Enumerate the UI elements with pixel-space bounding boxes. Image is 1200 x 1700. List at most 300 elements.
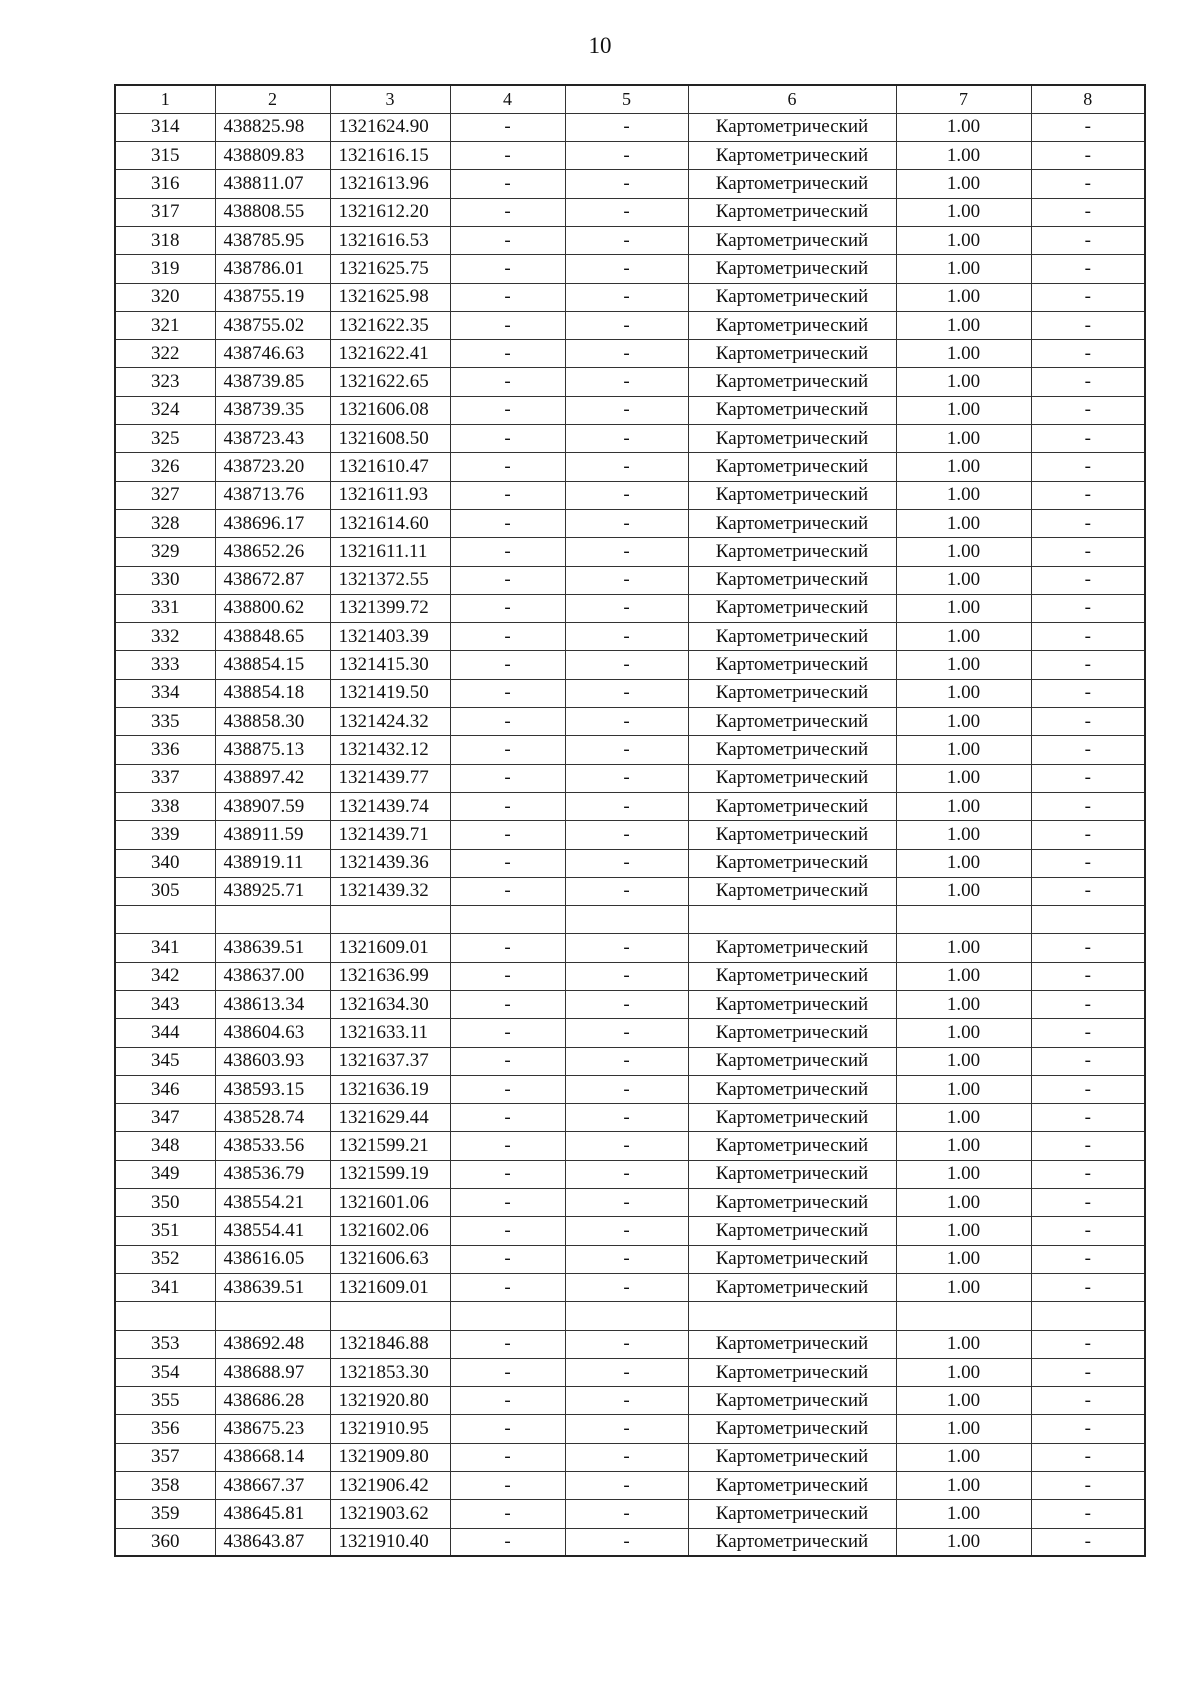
y-coordinate-cell: 1321602.06 <box>330 1217 450 1245</box>
y-coordinate-cell: 1321637.37 <box>330 1047 450 1075</box>
col8-cell: - <box>1031 255 1145 283</box>
table-row <box>115 764 1145 792</box>
method-cell: Картометрический <box>688 566 896 594</box>
point-number-cell: 350 <box>115 1189 215 1217</box>
x-coordinate-cell: 438739.85 <box>215 368 330 396</box>
x-coordinate-cell: 438696.17 <box>215 509 330 537</box>
table-row <box>115 1189 1145 1217</box>
table-row <box>115 1019 1145 1047</box>
x-coordinate-cell: 438825.98 <box>215 113 330 141</box>
method-cell: Картометрический <box>688 1132 896 1160</box>
method-cell: Картометрический <box>688 821 896 849</box>
x-coordinate-cell: 438854.15 <box>215 651 330 679</box>
accuracy-cell: 1.00 <box>896 1330 1031 1358</box>
col8-cell: - <box>1031 340 1145 368</box>
method-cell: Картометрический <box>688 764 896 792</box>
col5-cell: - <box>565 566 688 594</box>
accuracy-cell <box>896 1302 1031 1330</box>
y-coordinate-cell <box>330 906 450 934</box>
col8-cell: - <box>1031 142 1145 170</box>
point-number-cell: 327 <box>115 481 215 509</box>
page-number: 10 <box>588 33 612 58</box>
y-coordinate-cell: 1321636.19 <box>330 1075 450 1103</box>
y-coordinate-cell: 1321920.80 <box>330 1387 450 1415</box>
col4-cell <box>450 1302 565 1330</box>
method-cell: Картометрический <box>688 934 896 962</box>
col4-cell: - <box>450 509 565 537</box>
accuracy-cell: 1.00 <box>896 1160 1031 1188</box>
method-cell <box>688 1302 896 1330</box>
accuracy-cell: 1.00 <box>896 481 1031 509</box>
x-coordinate-cell: 438854.18 <box>215 679 330 707</box>
col4-cell: - <box>450 453 565 481</box>
table-row <box>115 283 1145 311</box>
col8-cell: - <box>1031 764 1145 792</box>
col8-cell: - <box>1031 1330 1145 1358</box>
col8-cell: - <box>1031 991 1145 1019</box>
col8-cell: - <box>1031 509 1145 537</box>
x-coordinate-cell: 438746.63 <box>215 340 330 368</box>
y-coordinate-cell: 1321616.53 <box>330 226 450 254</box>
x-coordinate-cell: 438536.79 <box>215 1160 330 1188</box>
table-row <box>115 1160 1145 1188</box>
col5-cell: - <box>565 594 688 622</box>
method-cell: Картометрический <box>688 1047 896 1075</box>
y-coordinate-cell: 1321624.90 <box>330 113 450 141</box>
x-coordinate-cell: 438713.76 <box>215 481 330 509</box>
col8-cell: - <box>1031 1132 1145 1160</box>
accuracy-cell: 1.00 <box>896 425 1031 453</box>
method-cell: Картометрический <box>688 396 896 424</box>
table-row <box>115 1443 1145 1471</box>
accuracy-cell: 1.00 <box>896 991 1031 1019</box>
x-coordinate-cell: 438672.87 <box>215 566 330 594</box>
table-row <box>115 821 1145 849</box>
col8-cell: - <box>1031 1358 1145 1386</box>
col4-cell: - <box>450 226 565 254</box>
table-row <box>115 792 1145 820</box>
y-coordinate-cell: 1321629.44 <box>330 1104 450 1132</box>
point-number-cell: 332 <box>115 623 215 651</box>
col4-cell: - <box>450 538 565 566</box>
point-number-cell: 360 <box>115 1528 215 1556</box>
table-row <box>115 1387 1145 1415</box>
point-number-cell: 331 <box>115 594 215 622</box>
x-coordinate-cell: 438907.59 <box>215 792 330 820</box>
y-coordinate-cell: 1321424.32 <box>330 708 450 736</box>
y-coordinate-cell: 1321625.98 <box>330 283 450 311</box>
accuracy-cell: 1.00 <box>896 594 1031 622</box>
accuracy-cell: 1.00 <box>896 1528 1031 1556</box>
y-coordinate-cell: 1321432.12 <box>330 736 450 764</box>
point-number-cell: 355 <box>115 1387 215 1415</box>
x-coordinate-cell: 438723.43 <box>215 425 330 453</box>
col8-cell: - <box>1031 1415 1145 1443</box>
col4-cell: - <box>450 396 565 424</box>
accuracy-cell: 1.00 <box>896 1104 1031 1132</box>
point-number-cell: 318 <box>115 226 215 254</box>
accuracy-cell: 1.00 <box>896 283 1031 311</box>
point-number-cell: 347 <box>115 1104 215 1132</box>
y-coordinate-cell: 1321609.01 <box>330 934 450 962</box>
point-number-cell: 354 <box>115 1358 215 1386</box>
column-header: 1 <box>115 85 215 113</box>
point-number-cell: 326 <box>115 453 215 481</box>
col5-cell: - <box>565 821 688 849</box>
accuracy-cell: 1.00 <box>896 1415 1031 1443</box>
y-coordinate-cell: 1321419.50 <box>330 679 450 707</box>
accuracy-cell: 1.00 <box>896 170 1031 198</box>
col5-cell: - <box>565 877 688 905</box>
col5-cell: - <box>565 1415 688 1443</box>
y-coordinate-cell <box>330 1302 450 1330</box>
column-header: 6 <box>688 85 896 113</box>
method-cell: Картометрический <box>688 1528 896 1556</box>
y-coordinate-cell: 1321625.75 <box>330 255 450 283</box>
point-number-cell: 329 <box>115 538 215 566</box>
col5-cell: - <box>565 1047 688 1075</box>
col5-cell <box>565 906 688 934</box>
method-cell: Картометрический <box>688 1415 896 1443</box>
table-row <box>115 1472 1145 1500</box>
y-coordinate-cell: 1321599.19 <box>330 1160 450 1188</box>
point-number-cell: 344 <box>115 1019 215 1047</box>
accuracy-cell: 1.00 <box>896 340 1031 368</box>
col4-cell: - <box>450 1443 565 1471</box>
method-cell: Картометрический <box>688 991 896 1019</box>
x-coordinate-cell: 438639.51 <box>215 934 330 962</box>
col4-cell: - <box>450 849 565 877</box>
table-row <box>115 594 1145 622</box>
col5-cell: - <box>565 764 688 792</box>
col5-cell: - <box>565 481 688 509</box>
x-coordinate-cell: 438785.95 <box>215 226 330 254</box>
y-coordinate-cell: 1321611.11 <box>330 538 450 566</box>
col5-cell: - <box>565 1160 688 1188</box>
col5-cell: - <box>565 340 688 368</box>
table-row <box>115 566 1145 594</box>
method-cell: Картометрический <box>688 1443 896 1471</box>
table-row <box>115 906 1145 934</box>
col4-cell: - <box>450 764 565 792</box>
col5-cell: - <box>565 1245 688 1273</box>
accuracy-cell: 1.00 <box>896 368 1031 396</box>
y-coordinate-cell: 1321415.30 <box>330 651 450 679</box>
table-row <box>115 311 1145 339</box>
x-coordinate-cell: 438668.14 <box>215 1443 330 1471</box>
col5-cell: - <box>565 1358 688 1386</box>
accuracy-cell: 1.00 <box>896 849 1031 877</box>
method-cell: Картометрический <box>688 1075 896 1103</box>
x-coordinate-cell: 438604.63 <box>215 1019 330 1047</box>
method-cell: Картометрический <box>688 1472 896 1500</box>
table-row <box>115 736 1145 764</box>
col4-cell: - <box>450 679 565 707</box>
x-coordinate-cell: 438858.30 <box>215 708 330 736</box>
table-row <box>115 1245 1145 1273</box>
col8-cell: - <box>1031 1075 1145 1103</box>
accuracy-cell: 1.00 <box>896 1273 1031 1301</box>
col5-cell: - <box>565 538 688 566</box>
table-row <box>115 1330 1145 1358</box>
point-number-cell: 335 <box>115 708 215 736</box>
table-body <box>115 113 1145 1556</box>
point-number-cell: 314 <box>115 113 215 141</box>
table-row <box>115 425 1145 453</box>
y-coordinate-cell: 1321439.32 <box>330 877 450 905</box>
accuracy-cell: 1.00 <box>896 764 1031 792</box>
method-cell: Картометрический <box>688 962 896 990</box>
table-row <box>115 877 1145 905</box>
method-cell: Картометрический <box>688 142 896 170</box>
col8-cell: - <box>1031 821 1145 849</box>
x-coordinate-cell: 438809.83 <box>215 142 330 170</box>
col5-cell: - <box>565 1075 688 1103</box>
col5-cell: - <box>565 849 688 877</box>
table-row <box>115 226 1145 254</box>
col8-cell: - <box>1031 934 1145 962</box>
table-row <box>115 453 1145 481</box>
y-coordinate-cell: 1321853.30 <box>330 1358 450 1386</box>
col5-cell: - <box>565 311 688 339</box>
col8-cell: - <box>1031 708 1145 736</box>
x-coordinate-cell: 438593.15 <box>215 1075 330 1103</box>
method-cell: Картометрический <box>688 1245 896 1273</box>
col5-cell: - <box>565 708 688 736</box>
col4-cell: - <box>450 283 565 311</box>
y-coordinate-cell: 1321372.55 <box>330 566 450 594</box>
col8-cell: - <box>1031 849 1145 877</box>
x-coordinate-cell: 438875.13 <box>215 736 330 764</box>
accuracy-cell: 1.00 <box>896 113 1031 141</box>
table-row <box>115 623 1145 651</box>
col8-cell: - <box>1031 1047 1145 1075</box>
accuracy-cell: 1.00 <box>896 962 1031 990</box>
col8-cell: - <box>1031 311 1145 339</box>
col4-cell: - <box>450 255 565 283</box>
y-coordinate-cell: 1321906.42 <box>330 1472 450 1500</box>
y-coordinate-cell: 1321622.35 <box>330 311 450 339</box>
point-number-cell: 336 <box>115 736 215 764</box>
col5-cell: - <box>565 1528 688 1556</box>
y-coordinate-cell: 1321439.74 <box>330 792 450 820</box>
table-row <box>115 538 1145 566</box>
point-number-cell: 340 <box>115 849 215 877</box>
x-coordinate-cell: 438925.71 <box>215 877 330 905</box>
col4-cell: - <box>450 198 565 226</box>
y-coordinate-cell: 1321611.93 <box>330 481 450 509</box>
col8-cell <box>1031 1302 1145 1330</box>
col4-cell: - <box>450 1245 565 1273</box>
col8-cell: - <box>1031 538 1145 566</box>
col8-cell: - <box>1031 736 1145 764</box>
col5-cell: - <box>565 283 688 311</box>
point-number-cell: 351 <box>115 1217 215 1245</box>
point-number-cell: 359 <box>115 1500 215 1528</box>
col8-cell: - <box>1031 1500 1145 1528</box>
accuracy-cell: 1.00 <box>896 509 1031 537</box>
method-cell <box>688 906 896 934</box>
col8-cell: - <box>1031 1217 1145 1245</box>
table-row <box>115 1132 1145 1160</box>
y-coordinate-cell: 1321609.01 <box>330 1273 450 1301</box>
point-number-cell: 316 <box>115 170 215 198</box>
y-coordinate-cell: 1321606.08 <box>330 396 450 424</box>
accuracy-cell: 1.00 <box>896 736 1031 764</box>
table-row <box>115 679 1145 707</box>
x-coordinate-cell <box>215 906 330 934</box>
col4-cell: - <box>450 1047 565 1075</box>
col8-cell: - <box>1031 792 1145 820</box>
accuracy-cell: 1.00 <box>896 311 1031 339</box>
table-row <box>115 1075 1145 1103</box>
method-cell: Картометрический <box>688 1019 896 1047</box>
x-coordinate-cell <box>215 1302 330 1330</box>
col5-cell: - <box>565 453 688 481</box>
method-cell: Картометрический <box>688 170 896 198</box>
table-row <box>115 934 1145 962</box>
col8-cell: - <box>1031 1387 1145 1415</box>
accuracy-cell: 1.00 <box>896 1443 1031 1471</box>
y-coordinate-cell: 1321909.80 <box>330 1443 450 1471</box>
x-coordinate-cell: 438723.20 <box>215 453 330 481</box>
point-number-cell: 353 <box>115 1330 215 1358</box>
column-header: 8 <box>1031 85 1145 113</box>
table-row <box>115 170 1145 198</box>
point-number-cell: 342 <box>115 962 215 990</box>
accuracy-cell: 1.00 <box>896 1387 1031 1415</box>
method-cell: Картометрический <box>688 651 896 679</box>
col4-cell: - <box>450 991 565 1019</box>
col5-cell: - <box>565 934 688 962</box>
accuracy-cell: 1.00 <box>896 198 1031 226</box>
table-row <box>115 1217 1145 1245</box>
col4-cell <box>450 906 565 934</box>
accuracy-cell: 1.00 <box>896 1047 1031 1075</box>
x-coordinate-cell: 438911.59 <box>215 821 330 849</box>
col5-cell: - <box>565 1443 688 1471</box>
method-cell: Картометрический <box>688 481 896 509</box>
y-coordinate-cell: 1321846.88 <box>330 1330 450 1358</box>
table-row <box>115 1273 1145 1301</box>
point-number-cell: 345 <box>115 1047 215 1075</box>
accuracy-cell: 1.00 <box>896 708 1031 736</box>
point-number-cell: 323 <box>115 368 215 396</box>
point-number-cell: 349 <box>115 1160 215 1188</box>
col4-cell: - <box>450 1387 565 1415</box>
col8-cell: - <box>1031 651 1145 679</box>
column-header: 4 <box>450 85 565 113</box>
method-cell: Картометрический <box>688 509 896 537</box>
point-number-cell: 334 <box>115 679 215 707</box>
col5-cell: - <box>565 1500 688 1528</box>
method-cell: Картометрический <box>688 1330 896 1358</box>
method-cell: Картометрический <box>688 1160 896 1188</box>
col4-cell: - <box>450 651 565 679</box>
accuracy-cell: 1.00 <box>896 877 1031 905</box>
x-coordinate-cell: 438786.01 <box>215 255 330 283</box>
col4-cell: - <box>450 1189 565 1217</box>
y-coordinate-cell: 1321612.20 <box>330 198 450 226</box>
method-cell: Картометрический <box>688 594 896 622</box>
point-number-cell: 337 <box>115 764 215 792</box>
col4-cell: - <box>450 1217 565 1245</box>
x-coordinate-cell: 438811.07 <box>215 170 330 198</box>
col5-cell: - <box>565 113 688 141</box>
table-row <box>115 368 1145 396</box>
col4-cell: - <box>450 1273 565 1301</box>
table-row <box>115 340 1145 368</box>
table-row <box>115 962 1145 990</box>
point-number-cell: 321 <box>115 311 215 339</box>
method-cell: Картометрический <box>688 198 896 226</box>
col4-cell: - <box>450 1019 565 1047</box>
col5-cell: - <box>565 623 688 651</box>
accuracy-cell: 1.00 <box>896 1217 1031 1245</box>
col4-cell: - <box>450 1472 565 1500</box>
table-row <box>115 509 1145 537</box>
accuracy-cell: 1.00 <box>896 226 1031 254</box>
table-header-row <box>115 85 1145 113</box>
table-row <box>115 1415 1145 1443</box>
col8-cell: - <box>1031 113 1145 141</box>
y-coordinate-cell: 1321622.65 <box>330 368 450 396</box>
y-coordinate-cell: 1321606.63 <box>330 1245 450 1273</box>
col8-cell: - <box>1031 226 1145 254</box>
table-row <box>115 849 1145 877</box>
x-coordinate-cell: 438637.00 <box>215 962 330 990</box>
x-coordinate-cell: 438848.65 <box>215 623 330 651</box>
point-number-cell: 324 <box>115 396 215 424</box>
col4-cell: - <box>450 566 565 594</box>
point-number-cell: 320 <box>115 283 215 311</box>
y-coordinate-cell: 1321399.72 <box>330 594 450 622</box>
table-row <box>115 255 1145 283</box>
col8-cell: - <box>1031 1528 1145 1556</box>
x-coordinate-cell: 438739.35 <box>215 396 330 424</box>
col4-cell: - <box>450 962 565 990</box>
y-coordinate-cell: 1321610.47 <box>330 453 450 481</box>
col4-cell: - <box>450 594 565 622</box>
col4-cell: - <box>450 170 565 198</box>
accuracy-cell: 1.00 <box>896 1500 1031 1528</box>
col5-cell: - <box>565 1217 688 1245</box>
table-row <box>115 113 1145 141</box>
col5-cell: - <box>565 198 688 226</box>
point-number-cell: 338 <box>115 792 215 820</box>
col8-cell: - <box>1031 1443 1145 1471</box>
method-cell: Картометрический <box>688 226 896 254</box>
x-coordinate-cell: 438643.87 <box>215 1528 330 1556</box>
x-coordinate-cell: 438533.56 <box>215 1132 330 1160</box>
accuracy-cell: 1.00 <box>896 566 1031 594</box>
point-number-cell: 357 <box>115 1443 215 1471</box>
col8-cell: - <box>1031 368 1145 396</box>
point-number-cell: 333 <box>115 651 215 679</box>
table-row <box>115 1358 1145 1386</box>
col4-cell: - <box>450 142 565 170</box>
point-number-cell: 319 <box>115 255 215 283</box>
y-coordinate-cell: 1321439.36 <box>330 849 450 877</box>
column-header: 7 <box>896 85 1031 113</box>
accuracy-cell: 1.00 <box>896 1358 1031 1386</box>
method-cell: Картометрический <box>688 453 896 481</box>
method-cell: Картометрический <box>688 368 896 396</box>
col5-cell: - <box>565 991 688 1019</box>
point-number-cell: 322 <box>115 340 215 368</box>
table-row <box>115 1500 1145 1528</box>
x-coordinate-cell: 438616.05 <box>215 1245 330 1273</box>
